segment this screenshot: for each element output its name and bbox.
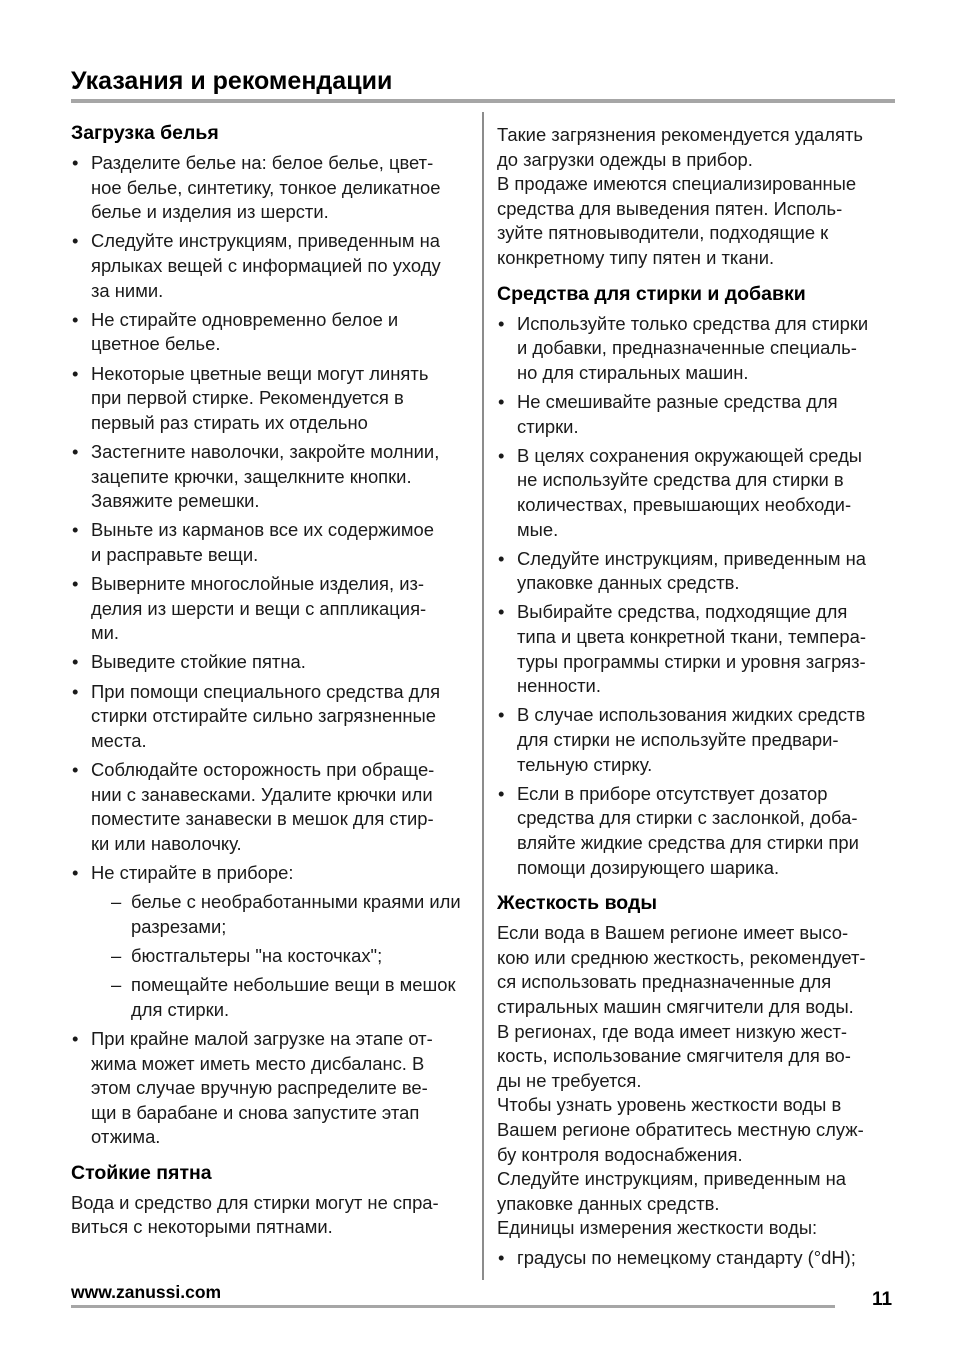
bullet-marker: •	[72, 861, 79, 883]
text-line: нии с занавесками. Удалите крючки или	[91, 783, 433, 805]
bullet-marker: •	[72, 680, 79, 702]
heading-hardness: Жесткость воды	[497, 892, 657, 915]
list-item	[71, 680, 469, 754]
list-item	[71, 440, 469, 514]
hardness-units-list	[497, 1246, 895, 1271]
text-line: Не стирайте одновременно белое и	[91, 308, 399, 330]
text-line: количествах, превышающих необходи-	[517, 493, 852, 515]
text-line: места.	[91, 729, 147, 751]
text-line: первый раз стирать их отдельно	[91, 411, 368, 433]
text-line: поместите занавески в мешок для стир-	[91, 808, 434, 830]
text-line: Застегните наволочки, закройте молнии,	[91, 440, 440, 462]
bullet-marker: •	[498, 1246, 505, 1268]
bullet-marker: •	[498, 312, 505, 334]
sublist-item	[91, 944, 469, 969]
text-line: Выбирайте средства, подходящие для	[517, 601, 848, 623]
list-item	[497, 547, 895, 596]
list-item	[497, 600, 895, 698]
text-line: Вода и средство для стирки могут не спра-	[71, 1191, 439, 1213]
bullet-marker: •	[498, 390, 505, 412]
hardness-text	[497, 921, 895, 1241]
text-line: зуйте пятновыводители, подходящие к	[497, 222, 829, 244]
sublist-item	[91, 890, 469, 939]
text-line: Выведите стойкие пятна.	[91, 651, 306, 673]
bullet-marker: •	[498, 782, 505, 804]
text-line: Следуйте инструкциям, приведенным на	[91, 230, 440, 252]
dash-marker: –	[111, 944, 122, 966]
bullet-marker: •	[72, 230, 79, 252]
title-rule	[71, 99, 895, 103]
text-line: жима может иметь место дисбаланс. В	[91, 1052, 425, 1074]
heading-loading: Загрузка белья	[71, 122, 219, 144]
text-line: ся использовать предназначенные для	[497, 971, 832, 993]
text-line: зацепите крючки, защелкните кнопки.	[91, 465, 412, 487]
list-item	[497, 390, 895, 439]
text-line: ярлыках вещей с информацией по уходу	[91, 254, 441, 276]
list-item	[71, 861, 469, 1022]
text-line: этом случае вручную распределите ве-	[91, 1077, 428, 1099]
text-line: упаковке данных средств.	[497, 1192, 720, 1214]
text-line: не используйте средства для стирки в	[517, 469, 844, 491]
bullet-marker: •	[72, 519, 79, 541]
list-item	[497, 782, 895, 880]
text-line: для стирки.	[131, 998, 230, 1020]
text-line: В продаже имеются специализированные	[497, 173, 857, 195]
text-line: Если в приборе отсутствует дозатор	[517, 782, 828, 804]
text-line: Чтобы узнать уровень жесткости воды в	[497, 1094, 842, 1116]
bullet-marker: •	[72, 362, 79, 384]
text-line: Следуйте инструкциям, приведенным на	[517, 547, 866, 569]
text-line: стирки отстирайте сильно загрязненные	[91, 705, 436, 727]
text-line: конкретному типу пятен и ткани.	[497, 246, 775, 268]
text-line: виться с некоторыми пятнами.	[71, 1216, 333, 1238]
text-line: ненности.	[517, 675, 601, 697]
text-line: помощи дозирующего шарика.	[517, 856, 780, 878]
text-line: средства для стирки с заслонкой, доба-	[517, 807, 858, 829]
stains-text	[71, 1191, 469, 1240]
text-line: кою или среднюю жесткость, рекомендует-	[497, 946, 866, 968]
text-line: туры программы стирки и уровня загряз-	[517, 650, 866, 672]
text-line: При помощи специального средства для	[91, 680, 441, 702]
text-line: Выньте из карманов все их содержимое	[91, 519, 434, 541]
text-line: отжима.	[91, 1126, 161, 1148]
list-item	[497, 312, 895, 386]
text-line: В целях сохранения окружающей среды	[517, 444, 863, 466]
loading-list	[71, 151, 469, 1150]
text-line: ное белье, синтетику, тонкое деликатное	[91, 176, 441, 198]
list-item	[71, 308, 469, 357]
text-line: типа и цвета конкретной ткани, темпера-	[517, 626, 866, 648]
dash-marker: –	[111, 891, 122, 913]
text-line: градусы по немецкому стандарту (°dH);	[517, 1246, 856, 1268]
text-line: делия из шерсти и вещи с аппликация-	[91, 597, 427, 619]
list-item	[71, 758, 469, 856]
bullet-marker: •	[72, 759, 79, 780]
list-item	[71, 572, 469, 646]
text-line: мые.	[517, 518, 559, 540]
bullet-marker: •	[498, 547, 505, 569]
list-item	[71, 229, 469, 303]
text-line: и расправьте вещи.	[91, 543, 259, 565]
text-line: стиральных машин смягчители для воды.	[497, 995, 854, 1017]
text-line: Некоторые цветные вещи могут линять	[91, 362, 429, 384]
text-line: и добавки, предназначенные специаль-	[517, 337, 857, 359]
text-line: ми.	[91, 622, 120, 644]
bullet-marker: •	[72, 573, 79, 595]
page-number: 11	[872, 1289, 893, 1310]
text-line: бу контроля водоснабжения.	[497, 1143, 743, 1165]
text-line: Вашем регионе обратитесь местную служ-	[497, 1118, 864, 1140]
list-item	[497, 444, 895, 542]
bullet-marker: •	[72, 1027, 79, 1049]
text-line: В регионах, где вода имеет низкую жест-	[497, 1020, 848, 1042]
bullet-marker: •	[72, 440, 79, 462]
text-line: щи в барабане и снова запустите этап	[91, 1101, 420, 1123]
text-line: При крайне малой загрузке на этапе от-	[91, 1027, 433, 1049]
bullet-marker: •	[72, 152, 79, 173]
text-line: Выверните многослойные изделия, из-	[91, 573, 425, 595]
text-line: ды не требуется.	[497, 1069, 642, 1091]
text-line: разрезами;	[131, 915, 227, 937]
text-line: но для стиральных машин.	[517, 361, 749, 383]
list-item	[497, 703, 895, 777]
text-line: Такие загрязнения рекомендуется удалять	[497, 124, 863, 145]
list-item	[71, 650, 469, 675]
text-line: Если вода в Вашем регионе имеет высо-	[497, 922, 849, 944]
list-item	[71, 1027, 469, 1150]
sublist-item	[91, 973, 469, 1022]
text-line: Соблюдайте осторожность при обраще-	[91, 759, 435, 780]
right-column	[497, 123, 895, 1275]
text-line: Единицы измерения жесткости воды:	[497, 1217, 818, 1239]
text-line: Не смешивайте разные средства для	[517, 390, 838, 412]
bullet-marker: •	[72, 308, 79, 330]
bullet-marker: •	[498, 601, 505, 623]
list-item	[71, 151, 469, 225]
text-line: для стирки не используйте предвари-	[517, 729, 839, 751]
footer-website[interactable]: www.zanussi.com	[71, 1282, 222, 1302]
list-item	[71, 362, 469, 436]
text-line: за ними.	[91, 279, 164, 301]
text-line: Разделите белье на: белое белье, цвет-	[91, 152, 434, 173]
list-item	[497, 1246, 895, 1271]
text-line: Используйте только средства для стирки	[517, 312, 869, 334]
text-line: средства для выведения пятен. Исполь-	[497, 197, 843, 219]
heading-detergents: Средства для стирки и добавки	[497, 282, 806, 305]
text-line: помещайте небольшие вещи в мешок	[131, 974, 456, 996]
text-line: белье и изделия из шерсти.	[91, 201, 329, 223]
text-line: Следуйте инструкциям, приведенным на	[497, 1168, 846, 1190]
bullet-marker: •	[498, 704, 505, 726]
text-line: кость, использование смягчителя для во-	[497, 1045, 851, 1067]
do-not-wash-sublist	[91, 890, 469, 1022]
footer-rule	[71, 1305, 835, 1308]
text-line: Завяжите ремешки.	[91, 490, 260, 512]
text-line: Не стирайте в приборе:	[91, 861, 294, 883]
page-title: Указания и рекомендации	[71, 67, 393, 95]
bullet-marker: •	[498, 444, 505, 466]
left-column	[71, 120, 469, 1240]
text-line: цветное белье.	[91, 333, 221, 355]
detergents-list	[497, 312, 895, 881]
text-line: тельную стирку.	[517, 753, 653, 775]
dash-marker: –	[111, 974, 122, 996]
heading-stains: Стойкие пятна	[71, 1161, 212, 1184]
text-line: упаковке данных средств.	[517, 572, 740, 594]
text-line: бюстгальтеры "на косточках";	[131, 944, 383, 966]
bullet-marker: •	[72, 651, 79, 673]
stains-continued-text	[497, 123, 895, 271]
list-item	[71, 518, 469, 567]
text-line: до загрузки одежды в прибор.	[497, 148, 753, 170]
text-line: стирки.	[517, 415, 579, 437]
text-line: вляйте жидкие средства для стирки при	[517, 832, 859, 853]
text-line: ки или наволочку.	[91, 832, 242, 854]
text-line: В случае использования жидких средств	[517, 704, 866, 726]
column-divider	[482, 112, 484, 1280]
text-line: при первой стирке. Рекомендуется в	[91, 387, 404, 409]
text-line: белье с необработанными краями или	[131, 891, 461, 913]
